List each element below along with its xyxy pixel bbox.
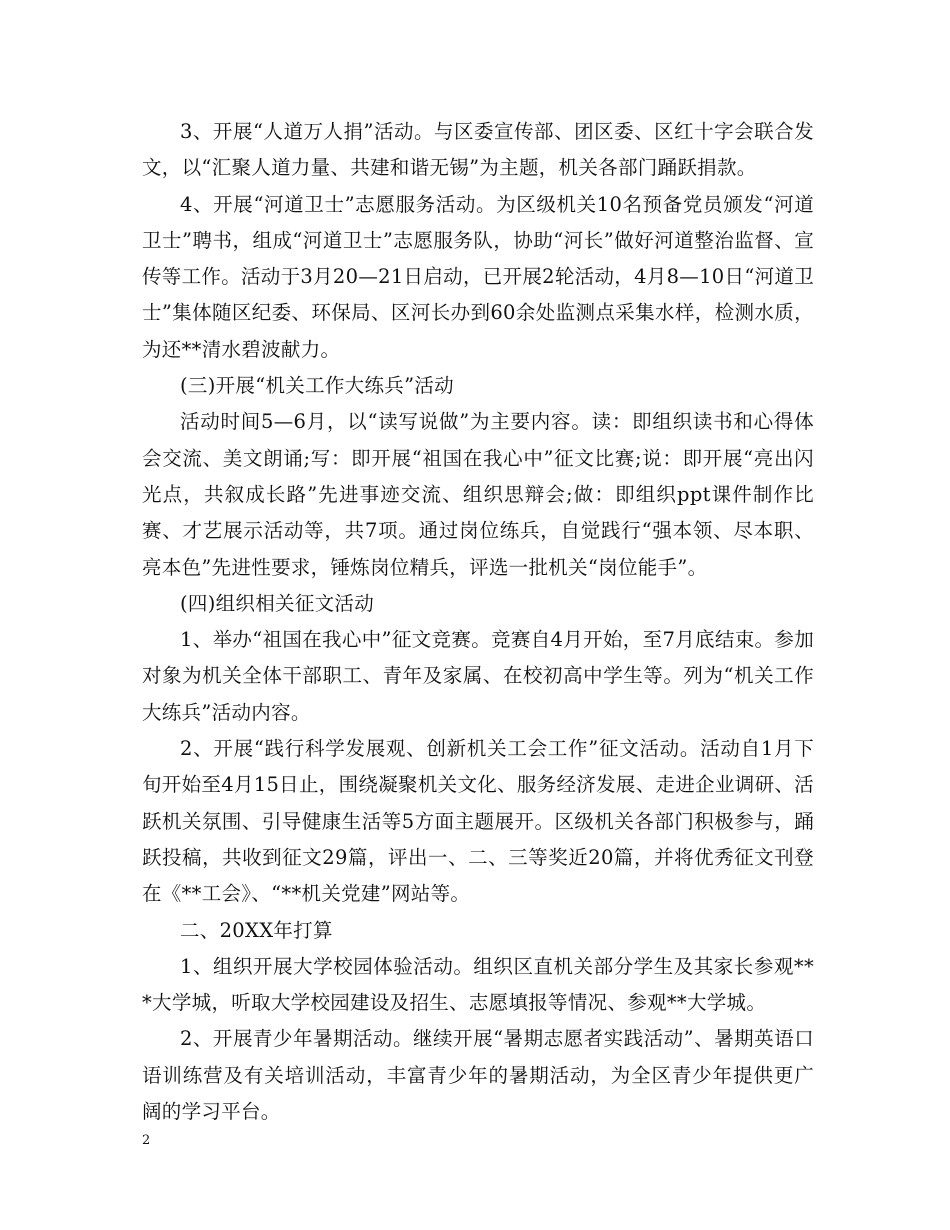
heading-section-four: (四)组织相关征文活动 — [180, 591, 375, 615]
heading-section-three: (三)开展“机关工作大练兵”活动 — [180, 374, 454, 398]
heading-plan: 二、20XX年打算 — [180, 918, 333, 942]
paragraph-river-guard: 4、开展“河道卫士”志愿服务活动。为区级机关10名预备党员颁发“河道卫士”聘书，组成“河道卫士”志愿服务队，协助“河长”做好河道整治监督、宣传等工作。活动于3月20—21日启动，已开展2轮活动，4月8—10日“河道卫士”集体随区纪委、环保局、区河长办到60余处监测点采集水样，检测水质，为还**清水碧波献力。 — [142, 192, 814, 361]
document-body — [142, 114, 814, 1130]
paragraph-activity-donation: 3、开展“人道万人捐”活动。与区委宣传部、团区委、区红十字会联合发文，以“汇聚人道力量、共建和谐无锡”为主题，机关各部门踊跃捐款。 — [142, 120, 814, 180]
paragraph-summer-activity: 2、开展青少年暑期活动。继续开展“暑期志愿者实践活动”、暑期英语口语训练营及有关培训活动，丰富青少年的暑期活动，为全区青少年提供更广阔的学习平台。 — [142, 1027, 814, 1124]
paragraph-work-training: 活动时间5—6月，以“读写说做”为主要内容。读：即组织读书和心得体会交流、美文朗诵;写：即开展“祖国在我心中”征文比赛;说：即开展“亮出闪光点，共叙成长路”先进事迹交流、组织思辩会;做：即组织ppt课件制作比赛、才艺展示活动等，共7项。通过岗位练兵，自觉践行“强本领、尽本职、亮本色”先进性要求，锤炼岗位精兵，评选一批机关“岗位能手”。 — [142, 410, 814, 579]
page-number: 2 — [142, 1133, 151, 1148]
paragraph-essay-contest: 1、举办“祖国在我心中”征文竞赛。竞赛自4月开始，至7月底结束。参加对象为机关全体干部职工、青年及家属、在校初高中学生等。列为“机关工作大练兵”活动内容。 — [142, 628, 814, 724]
paragraph-essay-activity: 2、开展“践行科学发展观、创新机关工会工作”征文活动。活动自1月下旬开始至4月15日止，围绕凝聚机关文化、服务经济发展、走进企业调研、活跃机关氛围、引导健康生活等5方面主题展开。区级机关各部门积极参与，踊跃投稿，共收到征文29篇，评出一、二、三等奖近20篇，并将优秀征文刊登在《**工会》、“**机关党建”网站等。 — [142, 737, 814, 906]
paragraph-campus-visit: 1、组织开展大学校园体验活动。组织区直机关部分学生及其家长参观***大学城，听取大学校园建设及招生、志愿填报等情况、参观**大学城。 — [142, 954, 814, 1015]
